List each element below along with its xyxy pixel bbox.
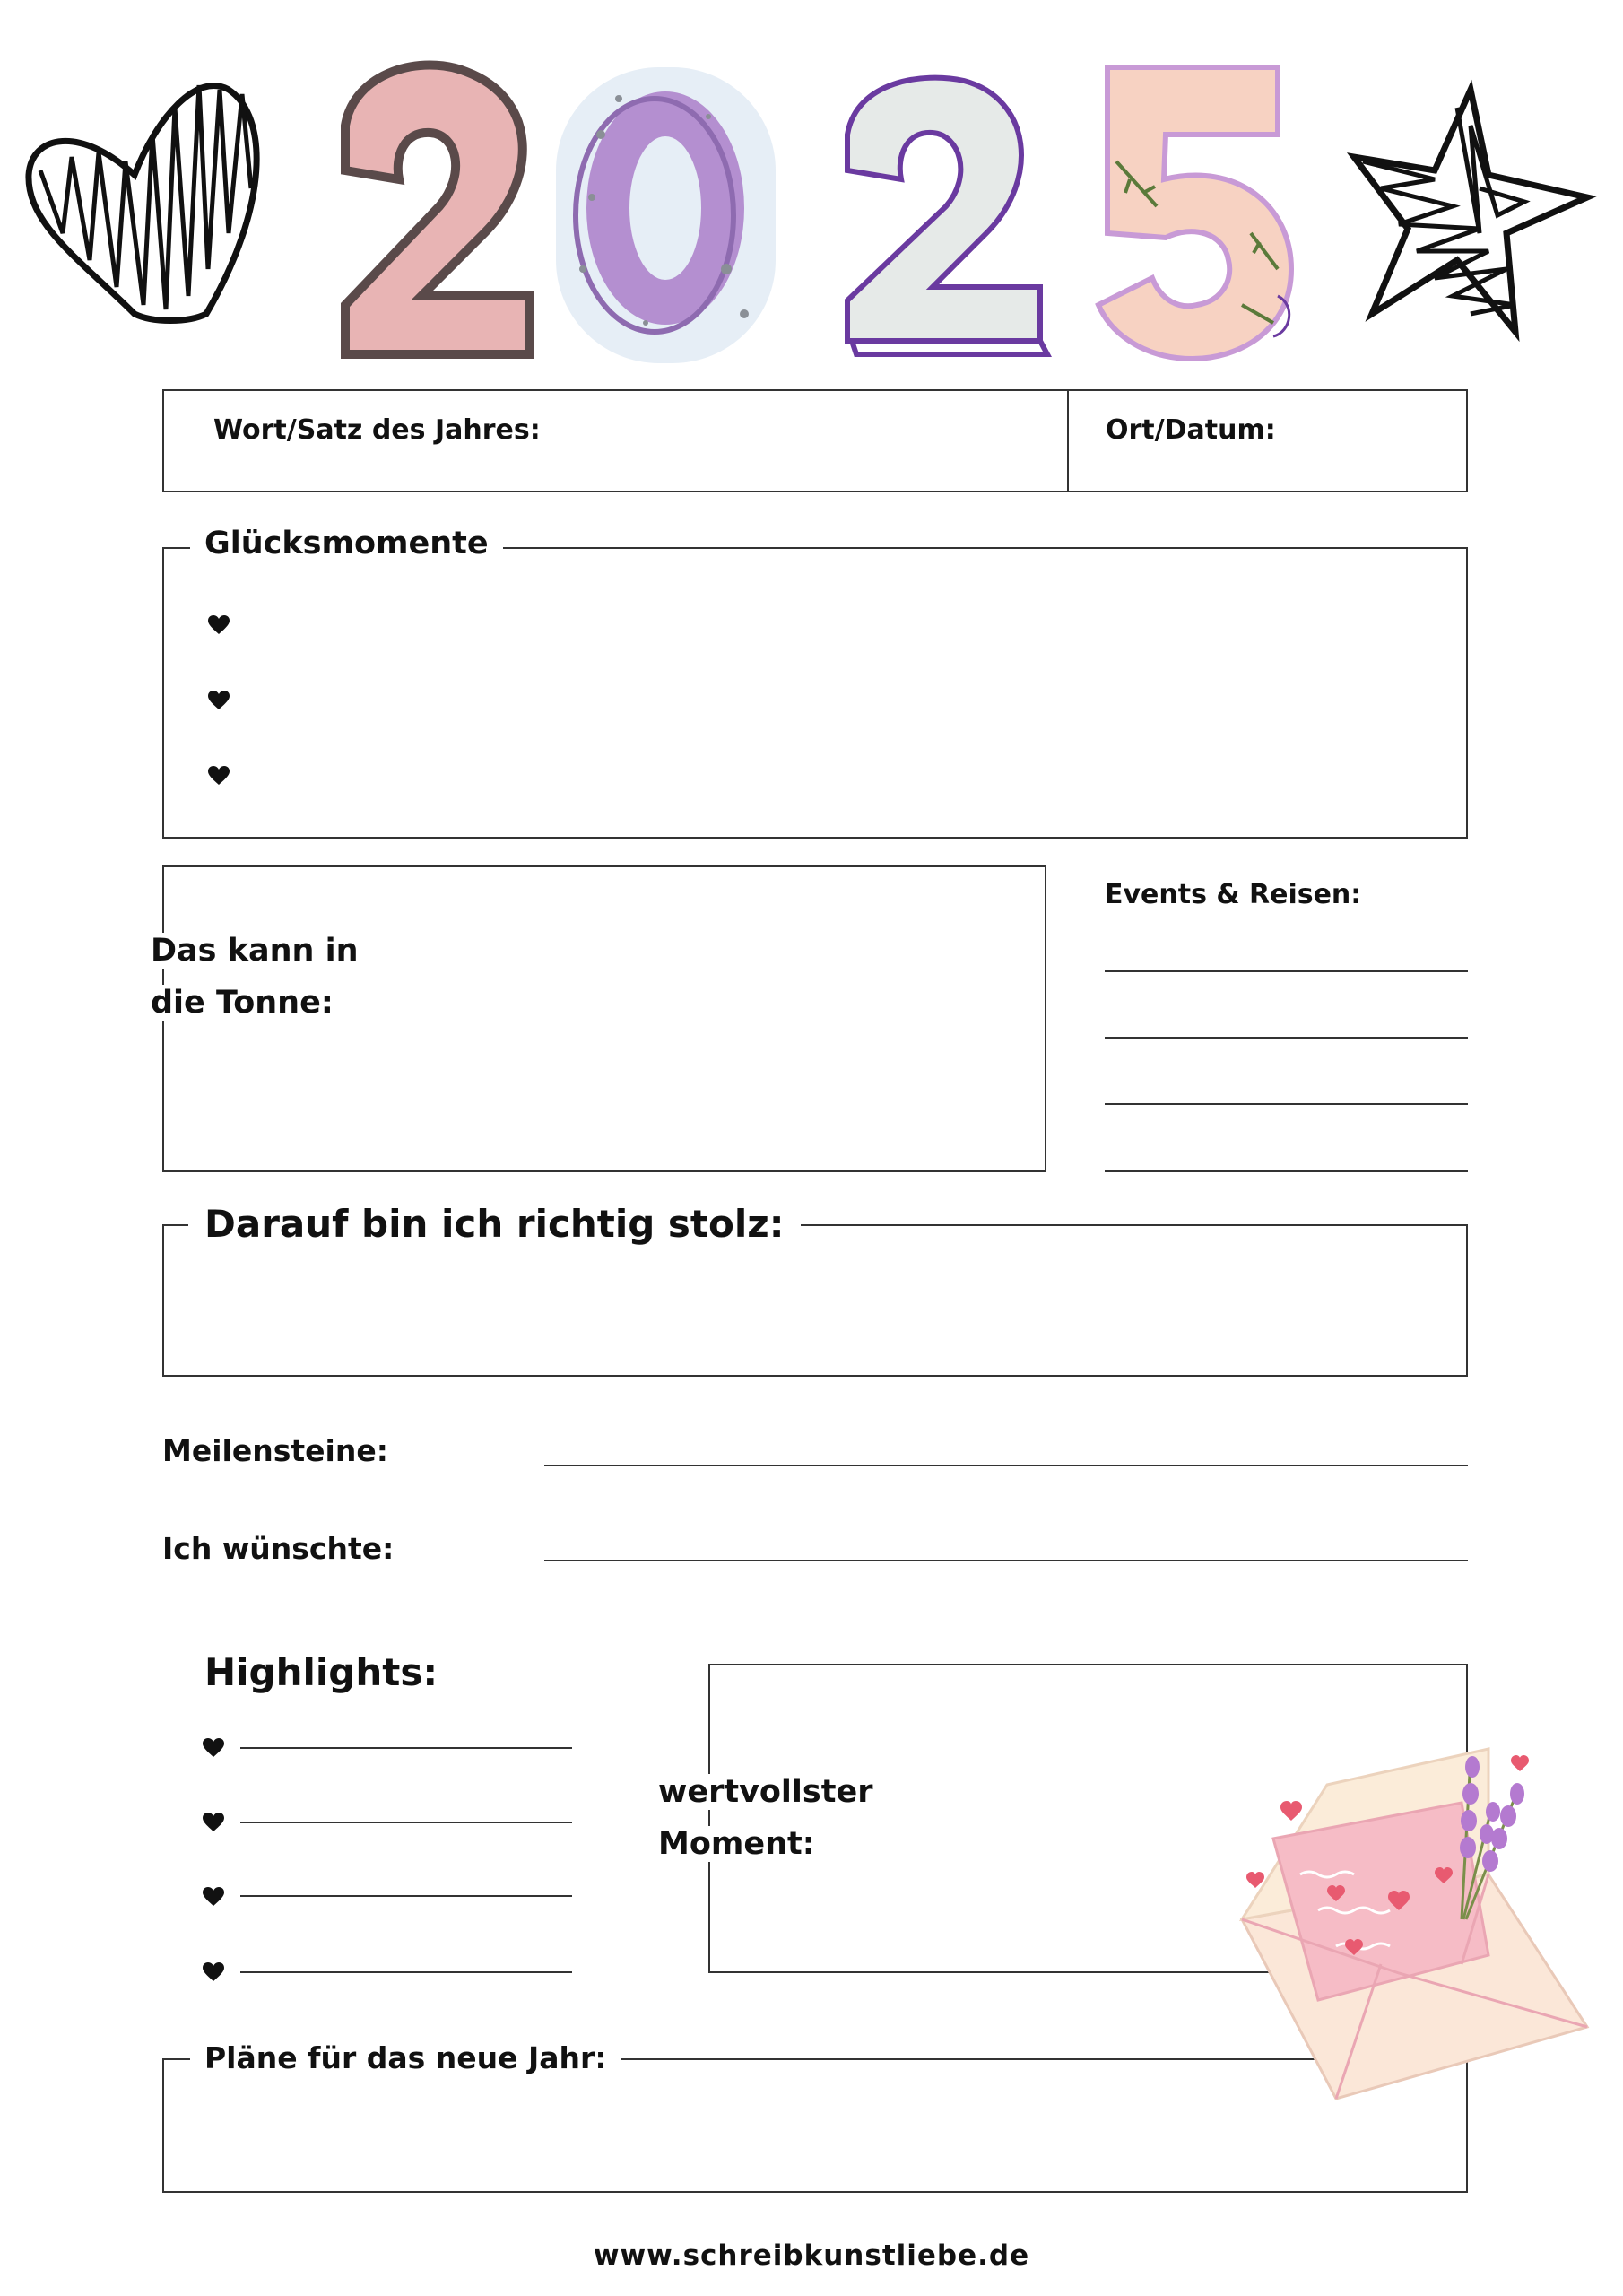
stolz-box[interactable] [162,1224,1468,1377]
events-line[interactable] [1105,1103,1468,1105]
events-line[interactable] [1105,970,1468,972]
heart-doodle-icon [29,85,256,321]
events-title: Events & Reisen: [1105,879,1362,910]
digit-5-peach [1098,67,1291,359]
envelope-illustration [1219,1731,1596,2108]
footer-website[interactable]: www.schreibkunstliebe.de [593,2239,1030,2272]
stolz-title: Darauf bin ich richtig stolz: [188,1202,801,1246]
tonne-title-line1: Das kann in [135,933,375,969]
wunsch-line[interactable] [544,1560,1468,1561]
heart-bullet-icon [208,766,230,786]
moment-title-line2: Moment: [644,1826,829,1862]
heart-bullet-icon [203,1887,224,1907]
moment-title-line1: wertvollster [644,1774,887,1810]
highlight-line[interactable] [240,1747,572,1749]
heart-bullet-icon [208,615,230,635]
wunsch-label: Ich wünschte: [162,1531,395,1566]
header-decoration [0,0,1623,377]
digit-0-purple [556,67,776,363]
meilensteine-line[interactable] [544,1465,1468,1466]
plaene-title: Pläne für das neue Jahr: [190,2040,621,2075]
highlight-line[interactable] [240,1895,572,1897]
tonne-title-line2: die Tonne: [135,985,350,1021]
digit-2-grey [847,78,1047,354]
highlight-line[interactable] [240,1971,572,1973]
meilensteine-label: Meilensteine: [162,1433,388,1468]
place-date-label: Ort/Datum: [1106,414,1276,446]
highlights-title: Highlights: [204,1650,438,1694]
star-doodle-icon [1354,90,1587,332]
digit-2-pink [345,65,529,355]
events-line[interactable] [1105,1170,1468,1172]
gluecksmomente-title: Glücksmomente [190,526,503,561]
heart-bullet-icon [203,1738,224,1758]
highlight-line[interactable] [240,1822,572,1823]
events-line[interactable] [1105,1037,1468,1039]
heart-bullet-icon [208,691,230,710]
heart-bullet-icon [203,1962,224,1982]
heart-bullet-icon [203,1813,224,1832]
gluecksmomente-box[interactable] [162,547,1468,839]
word-of-year-label: Wort/Satz des Jahres: [213,414,541,446]
